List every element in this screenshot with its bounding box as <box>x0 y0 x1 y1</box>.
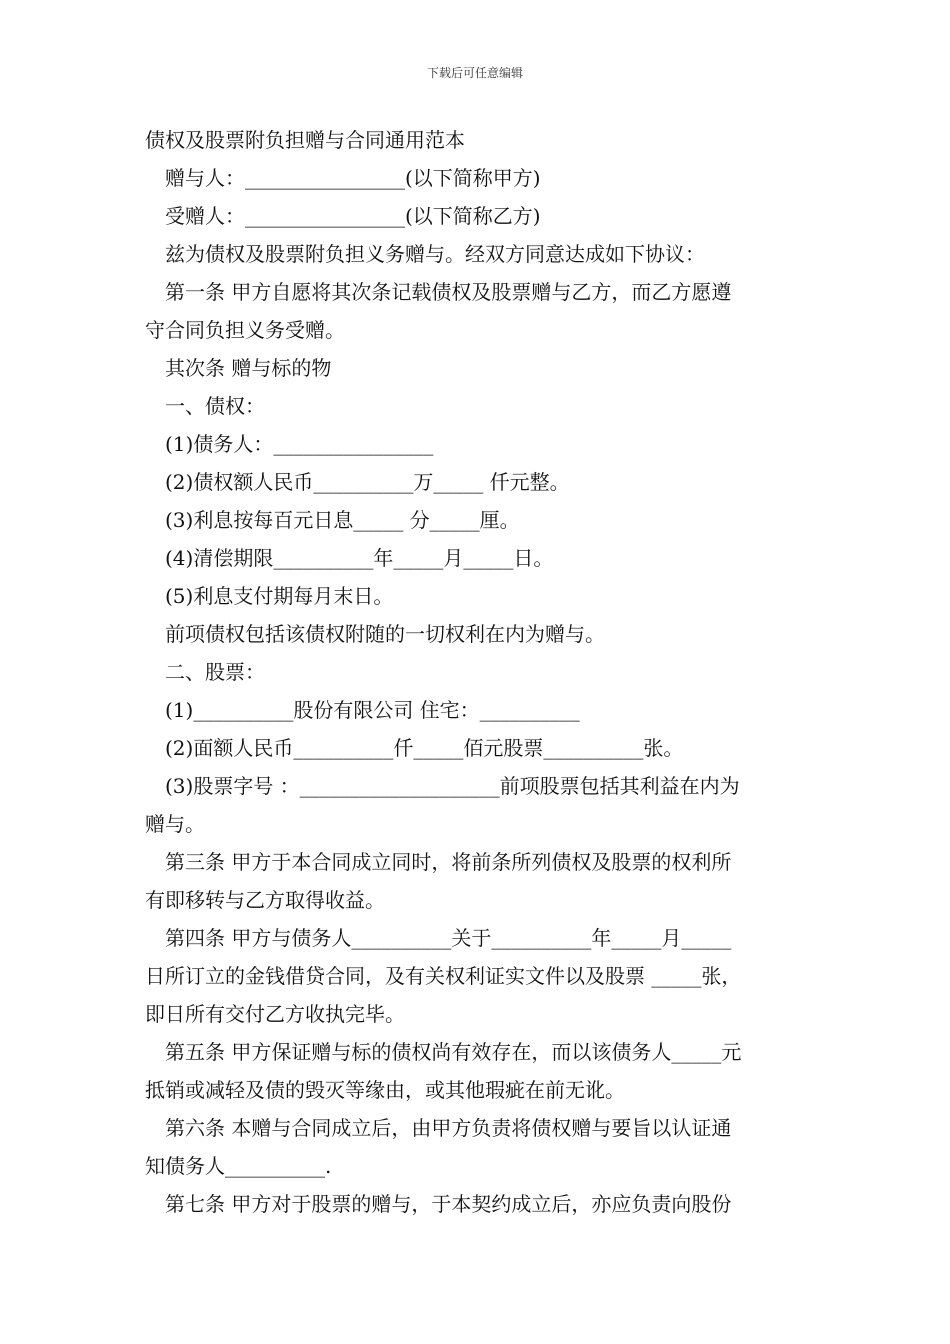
document-title: 债权及股票附负担赠与合同通用范本 <box>145 128 465 152</box>
contract-line: 有即移转与乙方取得收益。 <box>145 888 385 912</box>
contract-line: (5)利息支付期每月末日。 <box>165 584 394 608</box>
contract-line: 即日所有交付乙方收执完毕。 <box>145 1002 405 1026</box>
contract-body <box>145 126 825 1228</box>
contract-line: 第三条 甲方于本合同成立同时，将前条所列债权及股票的权利所 <box>165 850 732 874</box>
contract-line: 兹为债权及股票附负担义务赠与。经双方同意达成如下协议： <box>165 242 705 266</box>
contract-line: 赠与人：________________(以下简称甲方) <box>165 166 541 190</box>
contract-line: 一、债权： <box>165 394 265 418</box>
contract-line: 二、股票： <box>165 660 265 684</box>
contract-line: (1)__________股份有限公司 住宅：__________ <box>165 698 580 722</box>
contract-line: 第一条 甲方自愿将其次条记载债权及股票赠与乙方，而乙方愿遵 <box>165 280 732 304</box>
contract-line: 赠与。 <box>145 812 205 836</box>
contract-line: 第五条 甲方保证赠与标的债权尚有效存在，而以该债务人_____元 <box>165 1040 742 1064</box>
contract-line: 日所订立的金钱借贷合同，及有关权利证实文件以及股票 _____张， <box>145 964 742 988</box>
contract-line: 守合同负担义务受赠。 <box>145 318 345 342</box>
contract-line: (2)债权额人民币__________万_____ 仟元整。 <box>165 470 570 494</box>
contract-line: 其次条 赠与标的物 <box>165 356 332 380</box>
contract-line: 知债务人__________. <box>145 1154 332 1178</box>
page-header-note: 下载后可任意编辑 <box>426 66 523 80</box>
contract-line: (1)债务人：________________ <box>165 432 434 456</box>
contract-line: 抵销或减轻及债的毁灭等缘由，或其他瑕疵在前无讹。 <box>145 1078 625 1102</box>
contract-line: 第七条 甲方对于股票的赠与，于本契约成立后，亦应负责向股份 <box>165 1192 732 1216</box>
contract-line: (2)面额人民币__________仟_____佰元股票__________张。 <box>165 736 684 760</box>
contract-line: 第四条 甲方与债务人__________关于__________年_____月_____ <box>165 926 732 950</box>
contract-line: (3)利息按每百元日息_____ 分_____厘。 <box>165 508 520 532</box>
contract-line: 第六条 本赠与合同成立后，由甲方负责将债权赠与要旨以认证通 <box>165 1116 732 1140</box>
contract-line: (4)清偿期限__________年_____月_____日。 <box>165 546 554 570</box>
contract-line: 前项债权包括该债权附随的一切权利在内为赠与。 <box>165 622 605 646</box>
contract-line: 受赠人：________________(以下简称乙方) <box>165 204 541 228</box>
contract-line: (3)股票字号 ：____________________前项股票包括其利益在内为 <box>165 774 740 798</box>
